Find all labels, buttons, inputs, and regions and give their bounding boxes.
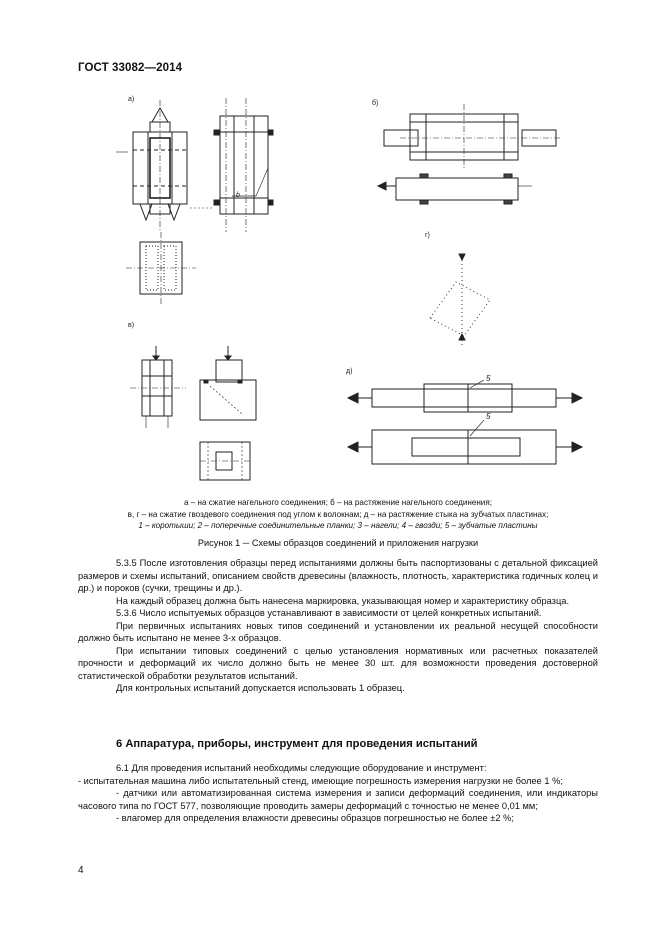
diagram-d-bottom <box>348 420 582 464</box>
diagram-a-left <box>116 100 187 230</box>
paragraph-marking: На каждый образец должна быть нанесена маркировка, указывающая номер и характеристику образца. <box>116 595 570 606</box>
caption-line: 1 – коротыши; 2 – поперечные соединительные планки; 3 – нагели; 4 – гвозди; 5 – зубчатые пластины <box>138 521 538 530</box>
paragraph-5-3-6: 5.3.6 Число испытуемых образцов устанавливают в зависимости от целей конкретных испытаний. <box>116 608 542 618</box>
paragraph-primary-tests: При первичных испытаниях новых типов соединений и установлении их реальной несущей способности должно быть испытано не менее 3-х образцов. <box>78 620 598 643</box>
diagram-b-bottom <box>378 174 532 204</box>
list-item: - испытательная машина либо испытательный стенд, имеющие погрешность измерения нагрузки не более 1 %; <box>78 775 563 786</box>
figure-title: Рисунок 1 ─ Схемы образцов соединений и приложения нагрузки <box>197 538 479 548</box>
diagram-a-section <box>126 232 196 304</box>
page-number: 4 <box>78 865 84 876</box>
paragraph-typical-tests: При испытании типовых соединений с целью установления нормативных или расчетных показателей прочности и деформаций их число должно быть не менее 30 шт. для возможности проведения достоверной статистической обработки результатов испытаний. <box>78 645 598 681</box>
diagram-v-plan <box>200 442 250 480</box>
panel-label-b: б) <box>372 100 379 107</box>
callout-5-top: 5 <box>486 374 491 383</box>
document-code-header: ГОСТ 33082—2014 <box>78 62 183 74</box>
diagram-v-front <box>130 346 186 428</box>
list-item: - датчики или автоматизированная система измерения и записи деформаций соединения, или индикаторы часового типа по ГОСТ 577, позволяющие проводить замеры деформаций с точностью не менее 0,01 мм; <box>78 788 598 811</box>
panel-label-a: а) <box>128 96 135 103</box>
paragraph-5-3-5: 5.3.5 После изготовления образцы перед испытаниями должны быть паспортизованы с детальной фиксацией размеров и схемы испытаний, описанием свойств древесины (влажность, плотность, характеристика годичных колец и др.) и пороков (сучки, трещины и др.). <box>78 558 598 593</box>
paragraph-control-tests: Для контрольных испытаний допускается использовать 1 образец. <box>116 683 405 693</box>
caption-line: в, г – на сжатие гвоздевого соединения под углом к волокнам; д – на растяжение стыка на зубчатых пластинах; <box>127 509 549 519</box>
diagram-g <box>430 256 490 346</box>
panel-label-d: д) <box>346 368 353 375</box>
diagram-d-top <box>348 380 582 412</box>
section-6-heading: 6 Аппаратура, приборы, инструмент для проведения испытаний <box>116 738 478 750</box>
callout-b: b <box>236 192 240 199</box>
callout-5-bottom: 5 <box>486 412 491 421</box>
figure-caption <box>78 497 598 532</box>
list-item: - влагомер для определения влажности древесины образцов погрешностью не более ±2 %; <box>116 813 514 823</box>
panel-label-g: г) <box>425 232 430 239</box>
caption-line: а – на сжатие нагельного соединения; б – на растяжение нагельного соединения; <box>184 498 492 507</box>
diagram-v-side <box>200 346 256 420</box>
diagram-a-right <box>190 98 273 232</box>
clause-5-3-5-block <box>78 557 598 695</box>
diagram-b-top <box>384 104 560 170</box>
section-6-body <box>78 762 598 825</box>
paragraph-6-1: 6.1 Для проведения испытаний необходимы следующие оборудование и инструмент: <box>116 763 487 773</box>
panel-label-v: в) <box>128 322 135 329</box>
